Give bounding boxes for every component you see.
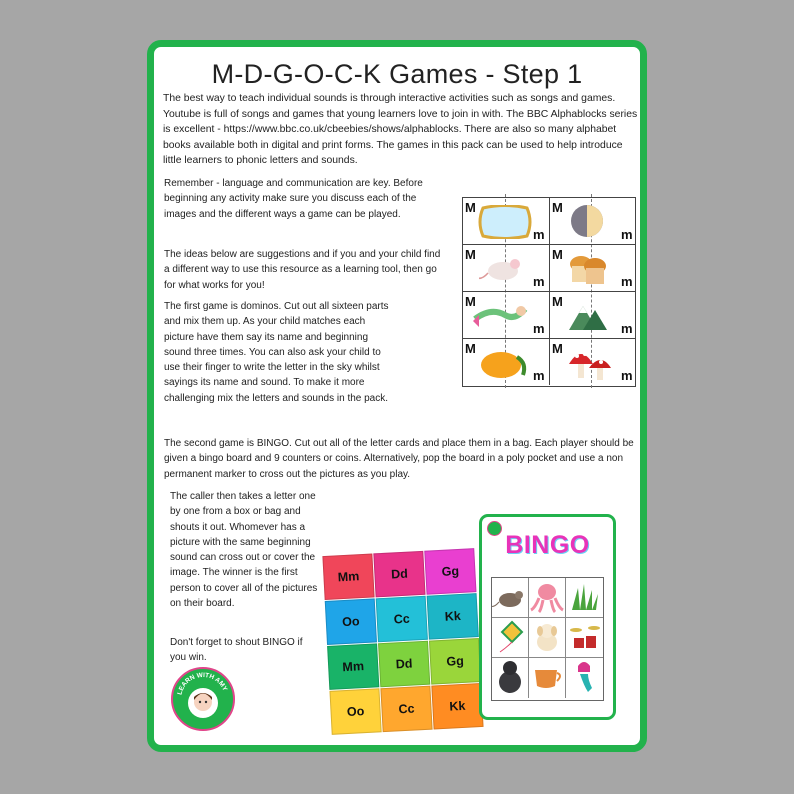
domino-row [463, 292, 635, 339]
domino-letter-upper: M [552, 247, 563, 262]
letter-card: Gg [424, 548, 476, 595]
bingo-cell-grass [566, 578, 603, 618]
bingo-cell-mermaid [566, 658, 603, 698]
domino-letter-lower: m [621, 274, 633, 289]
caller-paragraph: The caller then takes a letter one by one from a box or bag and shouts it out. Whomever has a picture with the same beginning sound can cross out or cover the image. The winner is the first person to cover all of the pictures on their board. [170, 491, 318, 610]
mango-picture [477, 345, 531, 381]
mountains-picture [567, 298, 609, 332]
logo-text: LEARN WITH AMY [176, 671, 229, 696]
bingo-cell-rat [492, 578, 529, 618]
letter-card: Gg [429, 638, 481, 685]
domino-letter-upper: M [552, 200, 563, 215]
letter-card: Cc [376, 596, 428, 643]
muffins-picture [567, 249, 607, 289]
bingo-title: BINGO [505, 531, 590, 559]
mouse-picture [479, 253, 529, 285]
remember-paragraph: Remember - language and communication are key. Before beginning any activity make sure you discuss each of the images and the different ways a game can be played. [164, 178, 423, 220]
domino-cards [462, 197, 636, 387]
bingo-cell-gorilla [492, 658, 529, 698]
domino-letter-lower: m [533, 321, 545, 336]
domino-letter-lower: m [533, 368, 545, 383]
page-title: M-D-G-O-C-K Games - Step 1 [211, 59, 583, 89]
domino-row [463, 245, 635, 292]
letter-card: Cc [380, 686, 432, 733]
bingo-cell-kite [492, 618, 529, 658]
letter-card: Oo [325, 598, 377, 645]
bingo-cell-drums [566, 618, 603, 658]
intro-paragraph: The best way to teach individual sounds is through interactive activities such as songs and games. Youtube is full of songs and games that young learners love to join in with. The BBC Alphablocks series is excellent - https://www.bbc.co.uk/cbeebies/shows/alphablocks. There are also so many alphabet books available both in digital and print forms. The games in this pack can be used to help introduce little learners to phonic letters and sounds. [163, 93, 638, 166]
moon-picture [569, 203, 605, 239]
domino-letter-lower: m [533, 227, 545, 242]
domino-letter-upper: M [552, 294, 563, 309]
worksheet-page [147, 40, 647, 752]
domino-letter-upper: M [465, 247, 476, 262]
letter-card: Kk [427, 593, 479, 640]
domino-letter-lower: m [621, 227, 633, 242]
bingo-cell-dog [529, 618, 566, 658]
letter-card: Dd [373, 551, 425, 598]
dominos-paragraph: The first game is dominos. Cut out all sixteen parts and mix them up. As your child matches each picture have them say its name and beginning sound three times. You can also ask your child to use their finger to write the letter in the sky whilst sayings its name and sound. To make it more challenging mix the letters and sounds in the pack. [164, 301, 389, 404]
domino-letter-lower: m [533, 274, 545, 289]
domino-row [463, 339, 635, 386]
bingo-grid [491, 577, 604, 701]
letter-card: Dd [378, 641, 430, 688]
letter-cards [322, 548, 483, 736]
mushrooms-picture [565, 342, 613, 384]
letter-card: Mm [327, 643, 379, 690]
domino-letter-upper: M [465, 341, 476, 356]
bingo-board [479, 514, 616, 720]
mirror-picture [475, 205, 535, 239]
domino-letter-upper: M [465, 294, 476, 309]
bingo-paragraph: The second game is BINGO. Cut out all of the letter cards and place them in a bag. Each player should be given a bingo board and 9 counters or coins. Alternatively, pop the board in a poly pocket and use a non permanent marker to cross out the pictures as you play. [164, 438, 634, 480]
letter-card: Kk [431, 683, 483, 730]
bingo-cell-cup [529, 658, 566, 698]
learn-with-amy-logo [171, 667, 235, 731]
domino-letter-upper: M [465, 200, 476, 215]
ideas-paragraph: The ideas below are suggestions and if you and your child find a different way to use this resource as a learning tool, then go for what works for you! [164, 249, 441, 291]
bingo-cell-octopus [529, 578, 566, 618]
domino-row [463, 198, 635, 245]
letter-card: Mm [322, 553, 374, 600]
domino-letter-upper: M [552, 341, 563, 356]
letter-card: Oo [329, 688, 381, 735]
shout-paragraph: Don't forget to shout BINGO if you win. [170, 637, 303, 664]
domino-letter-lower: m [621, 368, 633, 383]
domino-letter-lower: m [621, 321, 633, 336]
mermaid-picture [471, 297, 535, 333]
